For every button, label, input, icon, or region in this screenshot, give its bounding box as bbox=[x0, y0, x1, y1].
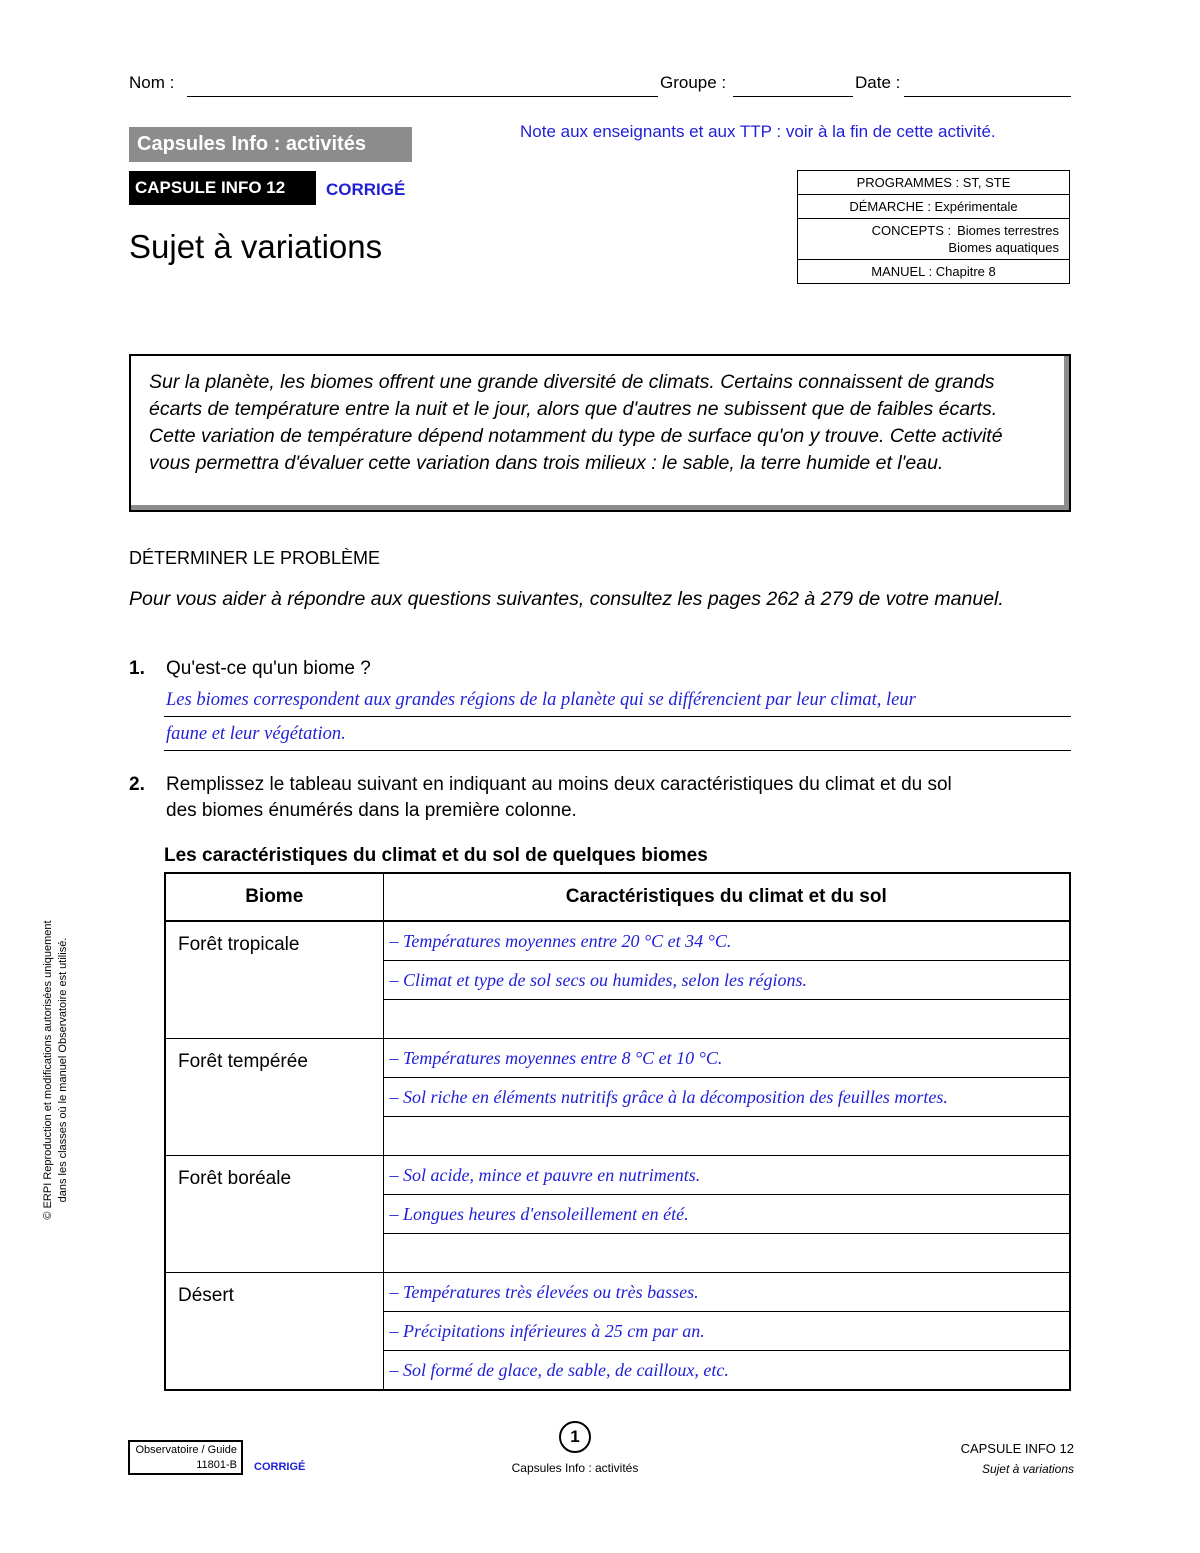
teacher-note: Note aux enseignants et aux TTP : voir à la fin de cette activité. bbox=[520, 122, 996, 141]
characteristic-cell bbox=[383, 1273, 1070, 1312]
question-2-text-line-1: Remplissez le tableau suivant en indiquant au moins deux caractéristiques du climat et du sol bbox=[166, 774, 952, 795]
footer-capsule-title: Sujet à variations bbox=[981, 1462, 1074, 1476]
concepts-label: CONCEPTS : bbox=[871, 223, 952, 238]
footer-reference-box bbox=[128, 1440, 243, 1475]
answer-line-2 bbox=[164, 750, 1071, 751]
table-title: Les caractéristiques du climat et du sol de quelques biomes bbox=[164, 845, 708, 866]
answer-line-1 bbox=[164, 716, 1071, 717]
corrige-label: CORRIGÉ bbox=[326, 180, 406, 199]
table-row bbox=[165, 921, 1070, 961]
footer-capsule-number: CAPSULE INFO 12 bbox=[960, 1441, 1074, 1456]
footer-center-text: Capsules Info : activités bbox=[511, 1461, 639, 1475]
manuel-row: MANUEL : Chapitre 8 bbox=[871, 264, 996, 279]
characteristic-cell bbox=[383, 961, 1070, 1000]
col-header-characteristics: Caractéristiques du climat et du sol bbox=[383, 873, 1070, 921]
characteristic-cell bbox=[383, 1312, 1070, 1351]
footer-corrige: CORRIGÉ bbox=[254, 1461, 306, 1473]
intro-box bbox=[129, 354, 1071, 512]
concepts-aquatiques: Biomes aquatiques bbox=[948, 240, 1059, 255]
concepts-terrestres: Biomes terrestres bbox=[957, 223, 1059, 238]
question-1-number: 1. bbox=[129, 658, 145, 679]
characteristic-cell[interactable] bbox=[383, 1234, 1070, 1273]
biomes-table bbox=[164, 872, 1071, 1391]
table-row bbox=[165, 1039, 1070, 1078]
characteristic-cell bbox=[383, 1351, 1070, 1391]
characteristic-cell[interactable] bbox=[383, 1000, 1070, 1039]
side-copyright-line-2: dans les classes où le manuel Observatoire est utilisé. bbox=[57, 937, 69, 1203]
side-copyright-line-1: © ERPI Reproduction et modifications autorisées uniquement bbox=[42, 920, 54, 1220]
capsule-number: CAPSULE INFO 12 bbox=[129, 171, 316, 205]
characteristic-text: – Sol formé de glace, de sable, de cailloux, etc. bbox=[389, 1359, 729, 1380]
section-heading: DÉTERMINER LE PROBLÈME bbox=[129, 548, 381, 568]
characteristic-text: – Longues heures d'ensoleillement en été. bbox=[389, 1203, 689, 1224]
nom-line[interactable] bbox=[187, 96, 658, 97]
characteristic-text: – Températures très élevées ou très basses. bbox=[389, 1281, 699, 1302]
col-header-biome: Biome bbox=[165, 873, 383, 921]
capsules-banner: Capsules Info : activités bbox=[129, 127, 412, 162]
characteristic-text: – Températures moyennes entre 20 °C et 34 °C. bbox=[389, 930, 732, 951]
biome-name: Forêt tempérée bbox=[165, 1039, 383, 1156]
question-1-answer-line-2: faune et leur végétation. bbox=[166, 724, 346, 744]
question-1-answer-line-1: Les biomes correspondent aux grandes régions de la planète qui se différencient par leur climat, leur bbox=[166, 690, 916, 710]
biome-name: Forêt tropicale bbox=[165, 921, 383, 1039]
page-number: 1 bbox=[559, 1421, 591, 1453]
characteristic-text: – Climat et type de sol secs ou humides, selon les régions. bbox=[389, 969, 807, 990]
question-2-number: 2. bbox=[129, 774, 145, 795]
characteristic-text: – Températures moyennes entre 8 °C et 10 °C. bbox=[389, 1047, 723, 1068]
groupe-line[interactable] bbox=[733, 96, 853, 97]
question-1-text: Qu'est-ce qu'un biome ? bbox=[166, 658, 371, 679]
biome-name: Forêt boréale bbox=[165, 1156, 383, 1273]
demarche-row: DÉMARCHE : Expérimentale bbox=[798, 195, 1069, 219]
instruction-text: Pour vous aider à répondre aux questions suivantes, consultez les pages 262 à 279 de votre manuel. bbox=[129, 588, 1004, 610]
biome-name: Désert bbox=[165, 1273, 383, 1391]
characteristic-cell bbox=[383, 921, 1070, 961]
characteristic-text: – Sol acide, mince et pauvre en nutriments. bbox=[389, 1164, 701, 1185]
side-copyright bbox=[41, 870, 71, 1270]
characteristic-text: – Précipitations inférieures à 25 cm par an. bbox=[389, 1320, 705, 1341]
page-title: Sujet à variations bbox=[129, 228, 383, 265]
nom-label: Nom : bbox=[129, 73, 175, 92]
question-2-text-line-2: des biomes énumérés dans la première colonne. bbox=[166, 800, 577, 821]
footer-box-line-1: Observatoire / Guide bbox=[135, 1444, 237, 1456]
programmes-row: PROGRAMMES : ST, STE bbox=[798, 171, 1069, 195]
table-row bbox=[165, 1273, 1070, 1312]
characteristic-cell bbox=[383, 1156, 1070, 1195]
characteristic-cell bbox=[383, 1078, 1070, 1117]
footer-box-line-2: 11801-B bbox=[196, 1459, 237, 1471]
characteristic-cell bbox=[383, 1195, 1070, 1234]
groupe-label: Groupe : bbox=[660, 73, 727, 92]
intro-text: Sur la planète, les biomes offrent une grande diversité de climats. Certains connaissent de grands écarts de température entre la nuit et le jour, alors que d'autres ne subissent que de faibles écarts. Cette variation de température dépend notamment du type de surface qu'on y trouve. Cette activité vous permettra d'évaluer cette variation dans trois milieux : le sable, la terre humide et l'eau. bbox=[149, 371, 1003, 474]
date-line[interactable] bbox=[904, 96, 1071, 97]
program-box bbox=[797, 170, 1070, 284]
characteristic-cell bbox=[383, 1039, 1070, 1078]
characteristic-text: – Sol riche en éléments nutritifs grâce à la décomposition des feuilles mortes. bbox=[389, 1086, 948, 1107]
characteristic-cell[interactable] bbox=[383, 1117, 1070, 1156]
table-row bbox=[165, 1156, 1070, 1195]
date-label: Date : bbox=[855, 73, 901, 92]
concepts-row bbox=[798, 219, 1069, 260]
